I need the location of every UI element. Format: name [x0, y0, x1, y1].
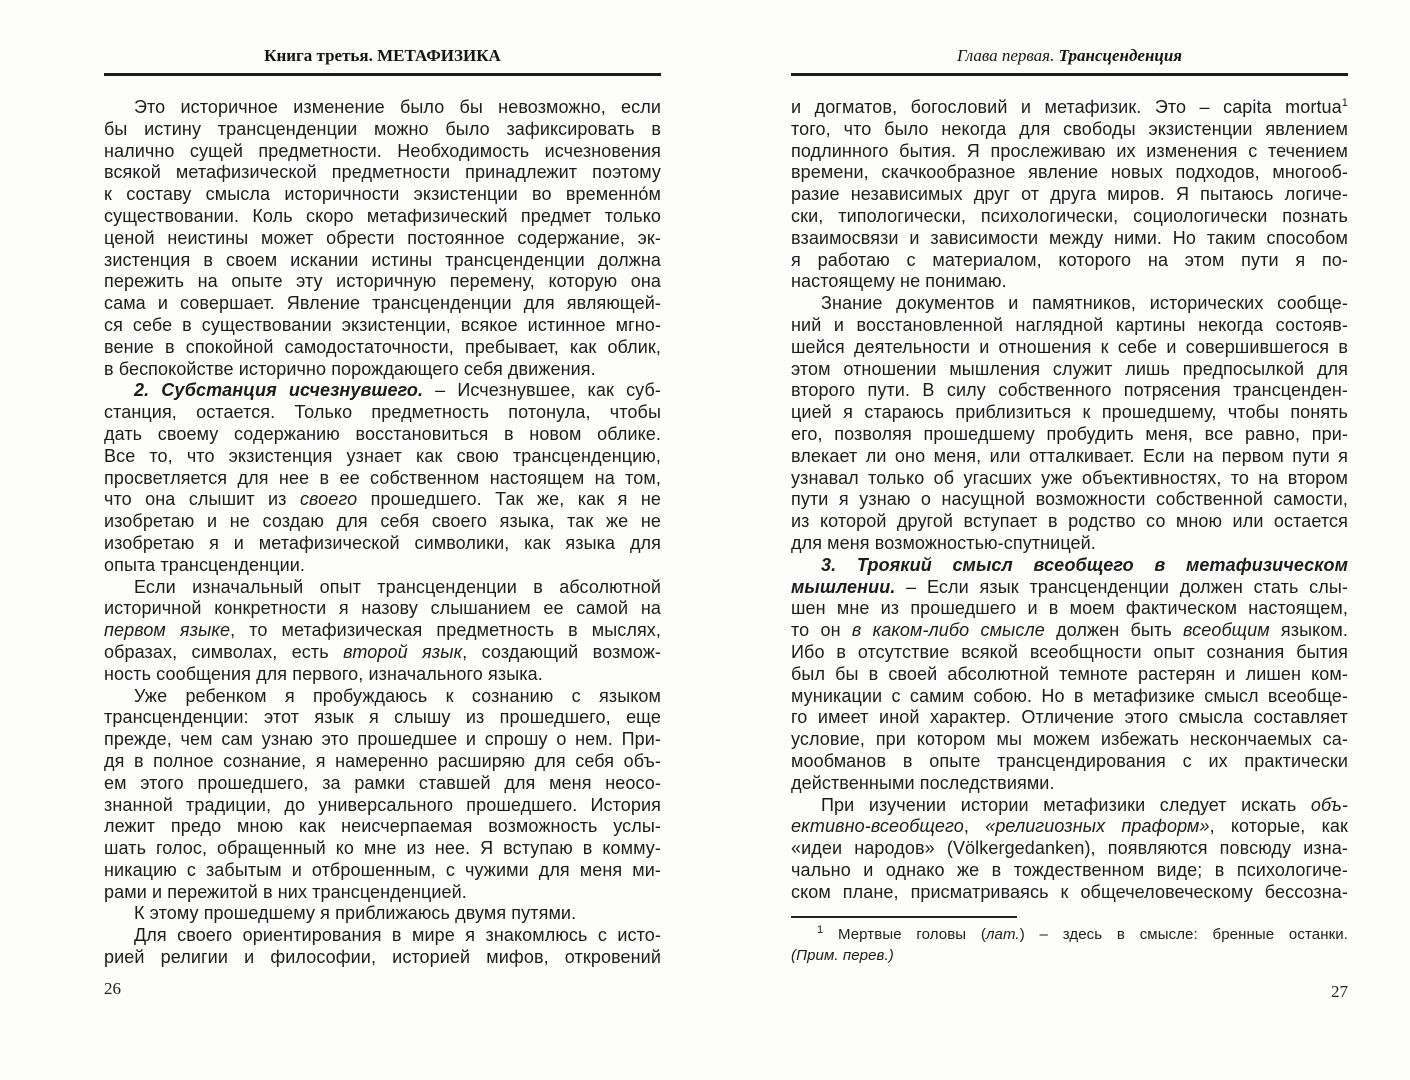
running-header-right	[791, 46, 1348, 66]
text-segment: для меня возможностью-спутницей.	[791, 532, 1096, 553]
text-segment: знанной традиции, до универсального прошедшего. История	[104, 794, 661, 815]
text-segment: бы истину трансценденции можно было зафиксировать в	[104, 118, 661, 139]
text-segment: зистенция в своем искании истины трансценденции должна	[104, 249, 661, 270]
text-segment: действенными последствиями.	[791, 772, 1055, 793]
text-segment: второй язык	[343, 641, 463, 662]
text-segment: его, позволяя прошедшему пробудить меня, все равно, при-	[791, 423, 1348, 444]
text-segment: рами и пережитой в них трансценденцией.	[104, 881, 467, 902]
text-line	[104, 533, 661, 555]
text-segment: к составу смысла историчности экзистенции во временно́м	[104, 184, 661, 205]
text-line	[791, 642, 1348, 664]
text-segment: и догматов, богословий и метафизик. Это – capita mortua	[791, 97, 1342, 117]
text-segment: мышлении.	[791, 576, 896, 597]
text-segment: дя в полное сознание, я намеренно расширяю для себя объ-	[104, 750, 661, 771]
text-segment: , которые, как	[1209, 816, 1349, 837]
text-segment: го имеет иной характер. Отличение этого смысла составляет	[791, 707, 1348, 728]
text-segment: в беспокойстве исторично порождающего себя движения.	[104, 358, 596, 379]
text-line	[791, 271, 1348, 293]
text-line	[104, 642, 661, 664]
paragraph	[791, 925, 1348, 966]
text-line	[104, 729, 661, 751]
text-line	[791, 424, 1348, 446]
header-rule-left	[104, 73, 661, 76]
running-header-left	[104, 46, 661, 66]
text-line	[791, 184, 1348, 206]
text-segment: сама и совершает. Явление трансценденции для являющей-	[104, 293, 661, 314]
text-segment: ся себе в существовании экзистенции, всякое истинное мгно-	[104, 314, 661, 335]
text-line	[104, 271, 661, 293]
text-segment: ний и восстановленной наглядной картины некогда состояв-	[791, 314, 1348, 335]
text-segment: просветляется для нее в ее собственном настоящем на том,	[104, 467, 661, 488]
text-segment: , создающий возмож-	[462, 641, 661, 662]
text-line	[791, 468, 1348, 490]
text-segment: станция, остается. Только предметность потонула, чтобы	[104, 402, 661, 423]
text-line	[104, 860, 661, 882]
text-segment: был бы в своей абсолютной темноте растерян и лишен ком-	[791, 663, 1348, 684]
page-body-right	[791, 97, 1348, 903]
text-line	[791, 838, 1348, 860]
text-segment: взаимосвязи и зависимости между ними. Но таким способом	[791, 227, 1348, 248]
paragraph	[791, 293, 1348, 555]
text-segment: ность сообщения для первого, изначального языка.	[104, 663, 543, 684]
text-line	[104, 162, 661, 184]
text-segment: историчной конкретности я назову слышанием ее самой на	[104, 598, 661, 619]
text-segment: ски, типологически, психологически, социологически познать	[791, 205, 1348, 226]
paragraph	[104, 97, 661, 380]
text-segment: цией я стараюсь приблизиться к прошедшему, чтобы понять	[791, 402, 1348, 423]
text-segment: никацию с забытым и отброшенным, с чужими для меня ми-	[104, 859, 661, 880]
text-segment: шать голос, обращенный ко мне из нее. Я вступаю в комму-	[104, 838, 661, 859]
paragraph	[791, 795, 1348, 904]
text-segment: языком.	[1269, 620, 1348, 641]
text-line	[791, 380, 1348, 402]
text-segment: «религиозных праформ»	[985, 816, 1210, 837]
text-segment: разие независимых друг от друга миров. Я пытаюсь логиче-	[791, 184, 1348, 205]
paragraph	[104, 686, 661, 904]
text-segment: ском плане, присматриваясь к общечеловеческому бессозна-	[791, 881, 1348, 902]
text-segment: условие, при котором мы можем избежать нескончаемых са-	[791, 729, 1348, 750]
text-line	[104, 206, 661, 228]
text-segment: Все то, что экзистенция узнает как свою трансценденцию,	[104, 445, 661, 466]
text-line	[104, 773, 661, 795]
text-segment: Это историчное изменение было бы невозможно, если	[134, 97, 661, 117]
page-number-right: 27	[1331, 982, 1348, 1002]
text-segment: из которой другой вступает в родство со мною или остается	[791, 511, 1348, 532]
paragraph	[104, 577, 661, 686]
page-left	[104, 0, 661, 1080]
text-line	[104, 446, 661, 468]
text-line	[791, 925, 1348, 946]
text-line	[104, 707, 661, 729]
text-segment: – Исчезнувшее, как суб-	[423, 380, 661, 401]
text-line	[104, 293, 661, 315]
text-segment: этом отношении мышления служит лишь предпосылкой для	[791, 358, 1348, 379]
text-segment: муникации с самим собою. Но в метафизике смысл всеобще-	[791, 685, 1348, 706]
footnote-text	[791, 925, 1348, 966]
text-segment: рией религии и философии, историей мифов, откровений	[104, 947, 661, 968]
text-line	[791, 816, 1348, 838]
text-line	[791, 337, 1348, 359]
text-segment: объ-	[1310, 794, 1348, 815]
running-header-right-chapter: Глава первая.	[956, 46, 1059, 65]
text-line	[104, 925, 661, 947]
text-line	[104, 882, 661, 904]
text-line	[791, 946, 1348, 967]
text-line	[104, 489, 661, 511]
text-line	[791, 293, 1348, 315]
text-segment: первом языке	[104, 620, 231, 641]
text-line	[791, 729, 1348, 751]
text-line	[104, 577, 661, 599]
paragraph	[104, 903, 661, 925]
paragraph	[791, 97, 1348, 293]
text-segment: существовании. Коль скоро метафизический предмет только	[104, 205, 661, 226]
text-segment: Уже ребенком я пробуждаюсь к сознанию с языком	[134, 685, 661, 706]
text-segment: налично сущей предметности. Необходимость исчезновения	[104, 140, 661, 161]
text-segment: 1	[817, 924, 824, 937]
text-segment: второго пути. В силу собственного потрясения трансценден-	[791, 380, 1348, 401]
text-segment: пережить на опыте эту историчную перемену, которую она	[104, 271, 661, 292]
text-segment: трансценденции: этот язык я слышу из прошедшего, еще	[104, 707, 661, 728]
text-segment: К этому прошедшему я приближаюсь двумя путями.	[134, 903, 577, 924]
text-line	[791, 141, 1348, 163]
text-line	[104, 903, 661, 925]
text-segment: своего	[299, 489, 358, 510]
text-line	[791, 577, 1348, 599]
text-line	[791, 795, 1348, 817]
text-line	[104, 947, 661, 969]
text-segment: изобретаю и не создаю для себя своего языка, так же не	[104, 511, 661, 532]
text-line	[791, 489, 1348, 511]
text-segment: в каком-либо смысле	[851, 620, 1045, 641]
text-line	[791, 555, 1348, 577]
text-line	[104, 555, 661, 577]
text-segment: всякой метафизической предметности принадлежит поэтому	[104, 162, 661, 183]
text-line	[791, 664, 1348, 686]
text-line	[791, 533, 1348, 555]
header-rule-right	[791, 73, 1348, 76]
running-header-left-text: Книга третья. МЕТАФИЗИКА	[264, 46, 501, 65]
text-line	[104, 228, 661, 250]
text-line	[791, 402, 1348, 424]
text-line	[104, 838, 661, 860]
text-segment: мообманов в опыте трансцендирования с их практически	[791, 750, 1348, 771]
text-line	[104, 468, 661, 490]
text-segment: всеобщим	[1183, 620, 1270, 641]
text-segment: дать своему содержанию восстановиться в новом облике.	[104, 423, 661, 444]
text-segment: Мертвые головы (	[823, 926, 986, 944]
text-line	[104, 315, 661, 337]
text-line	[791, 250, 1348, 272]
text-segment: изобретаю я и метафизической символики, как языка для	[104, 532, 661, 553]
text-segment: шен мне из прошедшего и в моем фактическом настоящем,	[791, 598, 1348, 619]
text-line	[104, 359, 661, 381]
page-number-left: 26	[104, 978, 121, 998]
text-segment: Если изначальный опыт трансценденции в абсолютной	[134, 576, 661, 597]
text-segment: влекает ли оно меня, или отталкивает. Если на первом пути я	[791, 445, 1348, 466]
text-line	[104, 97, 661, 119]
text-line	[791, 686, 1348, 708]
text-segment: опыта трансценденции.	[104, 554, 305, 575]
text-line	[791, 751, 1348, 773]
text-line	[104, 402, 661, 424]
text-segment: пути я узнаю о насущной возможности собственной самости,	[791, 489, 1348, 510]
text-segment: должен быть	[1044, 620, 1184, 641]
running-header-right-title: Трансценденция	[1058, 46, 1183, 65]
text-line	[791, 707, 1348, 729]
text-segment: лежит предо мною как неисчерпаемая возможность услы-	[104, 816, 661, 837]
text-line	[104, 686, 661, 708]
text-line	[791, 860, 1348, 882]
text-line	[791, 97, 1348, 119]
page-body-left	[104, 97, 661, 969]
text-segment: Знание документов и памятников, исторических сообще-	[821, 293, 1348, 314]
text-line	[104, 141, 661, 163]
text-segment: вение в спокойной самодостаточности, пребывает, как облик,	[104, 336, 661, 357]
text-segment: настоящему не понимаю.	[791, 271, 1007, 292]
text-line	[104, 119, 661, 141]
text-segment: то он	[791, 620, 852, 641]
text-segment: что она слышит из	[104, 489, 300, 510]
text-segment: подлинного бытия. Я прослеживаю их изменения с течением	[791, 140, 1348, 161]
text-line	[791, 882, 1348, 904]
text-line	[791, 620, 1348, 642]
text-line	[791, 446, 1348, 468]
text-line	[104, 380, 661, 402]
text-segment: При изучении истории метафизики следует искать	[821, 794, 1311, 815]
text-line	[791, 359, 1348, 381]
text-segment: ,	[963, 816, 986, 837]
text-line	[791, 315, 1348, 337]
text-line	[791, 119, 1348, 141]
text-segment: узнавал только об угасших уже объективностях, то на втором	[791, 467, 1348, 488]
text-segment: прошедшего. Так же, как я не	[357, 489, 661, 510]
text-segment: ем этого прошедшего, за рамки ставшей для меня неосо-	[104, 772, 661, 793]
text-line	[104, 184, 661, 206]
text-line	[104, 751, 661, 773]
text-line	[104, 816, 661, 838]
text-segment: ценой неистины может обрести постоянное содержание, эк-	[104, 227, 661, 248]
page-right	[791, 0, 1348, 1080]
text-segment: – Если язык трансценденции должен стать слы-	[895, 576, 1348, 597]
text-line	[104, 620, 661, 642]
text-segment: «идеи народов» (Völkergedanken), появляются повсюду изна-	[791, 838, 1348, 859]
text-segment: ) – здесь в смысле: бренные останки.	[1019, 926, 1348, 944]
paragraph	[104, 925, 661, 969]
text-line	[791, 598, 1348, 620]
text-line	[791, 206, 1348, 228]
text-line	[104, 598, 661, 620]
text-line	[791, 773, 1348, 795]
text-segment: того, что было некогда для свободы экзистенции явлением	[791, 118, 1348, 139]
footnote-divider	[791, 916, 1017, 918]
text-line	[791, 228, 1348, 250]
text-segment: времени, скачкообразное явление новых подходов, многооб-	[791, 162, 1348, 183]
text-line	[104, 795, 661, 817]
text-segment: 2. Субстанция исчезнувшего.	[134, 380, 424, 401]
text-segment: я работаю с материалом, которого на этом пути я по-	[791, 249, 1348, 270]
text-line	[104, 511, 661, 533]
text-segment: чально и однако же в тождественном виде; в психологиче-	[791, 859, 1348, 880]
text-segment: ективно-всеобщего	[791, 816, 964, 837]
text-segment: Ибо в отсутствие всякой всеобщности опыт сознания бытия	[791, 641, 1348, 662]
text-line	[104, 337, 661, 359]
text-segment: 3. Троякий смысл всеобщего в метафизическом	[821, 554, 1348, 575]
text-segment: (Прим. перев.)	[791, 946, 894, 964]
text-line	[791, 511, 1348, 533]
text-line	[104, 250, 661, 272]
text-segment: , то метафизическая предметность в мыслях,	[230, 620, 662, 641]
text-segment: Для своего ориентирования в мире я знакомлюсь с исто-	[134, 925, 661, 946]
paragraph	[791, 555, 1348, 795]
text-segment: образах, символах, есть	[104, 641, 344, 662]
text-segment: 1	[1341, 97, 1348, 109]
text-segment: шейся деятельности и отношения к себе и совершившегося в	[791, 336, 1348, 357]
paragraph	[104, 380, 661, 576]
text-segment: лат.	[985, 926, 1020, 944]
text-line	[104, 424, 661, 446]
text-line	[104, 664, 661, 686]
text-line	[791, 162, 1348, 184]
text-segment: прежде, чем сам узнаю это прошедшее и спрошу о нем. При-	[104, 729, 661, 750]
